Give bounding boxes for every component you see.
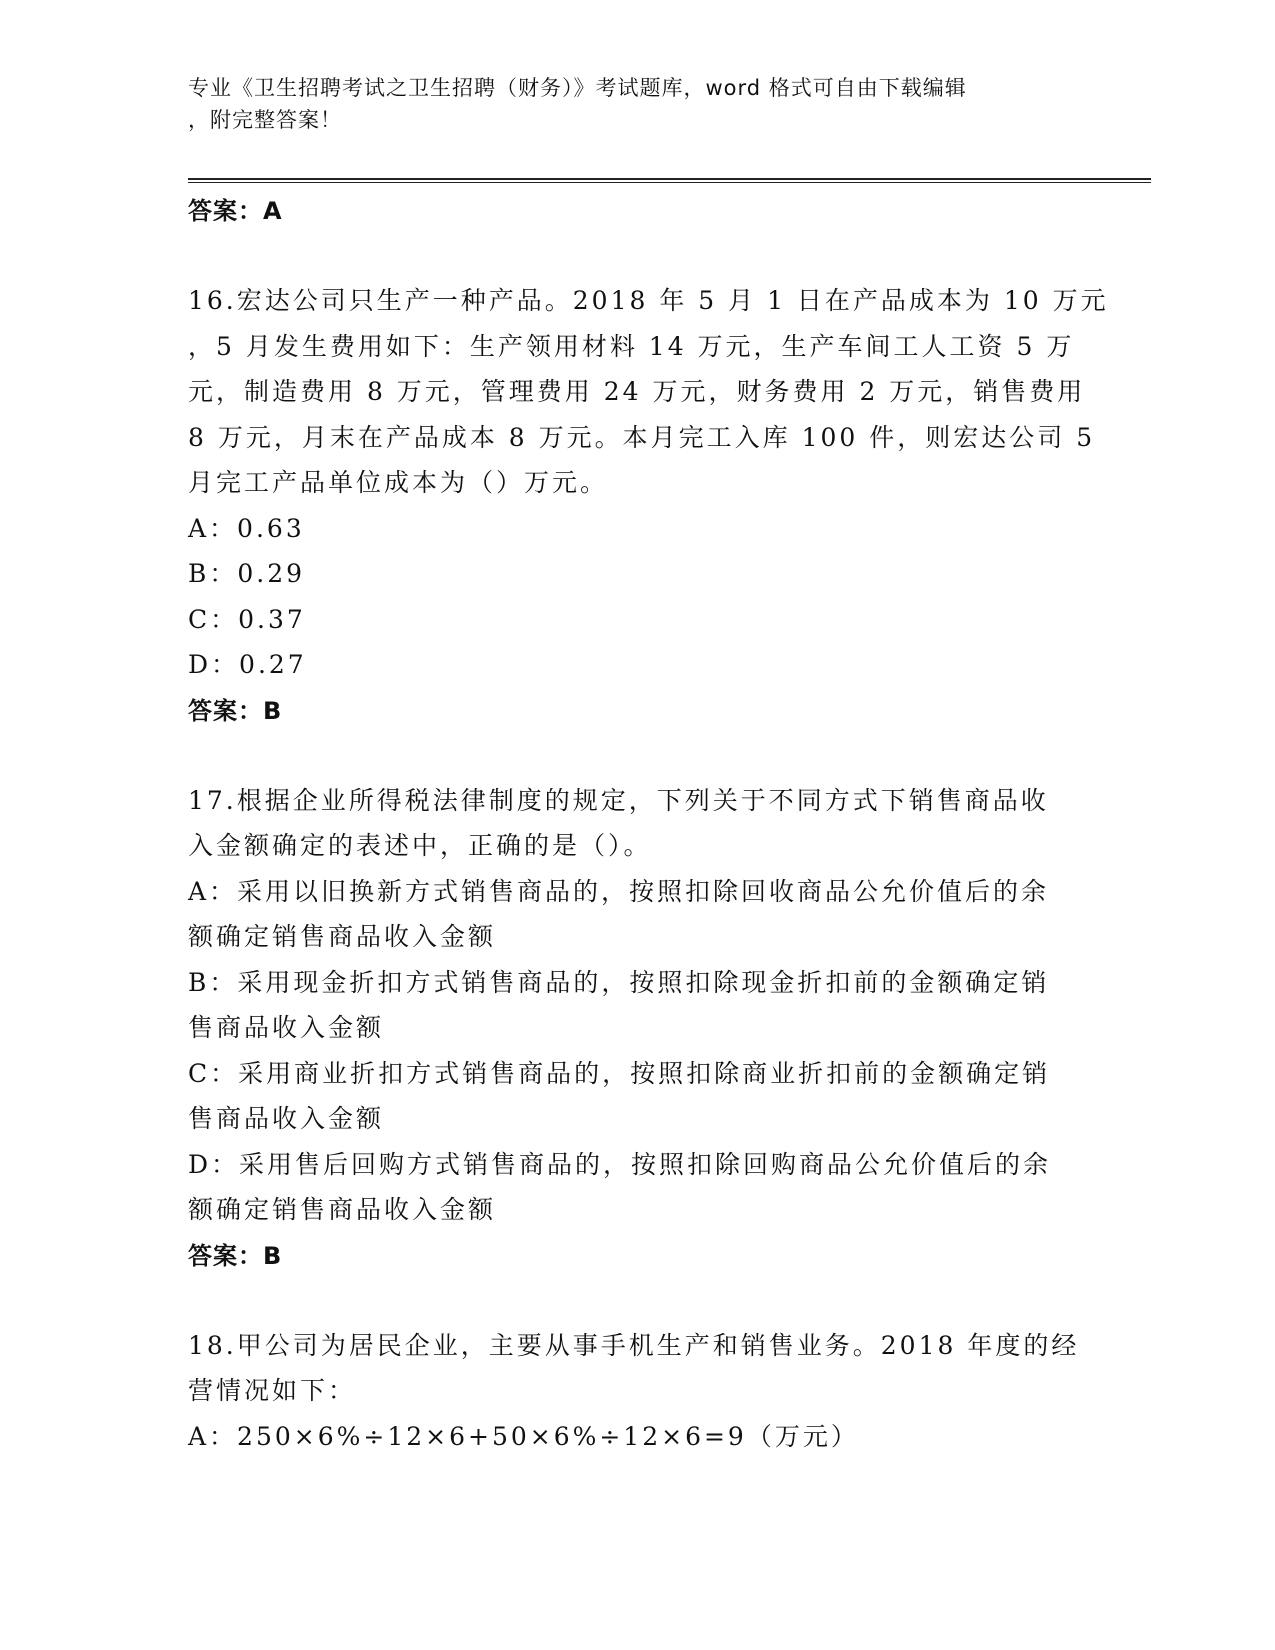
question-18: [188, 1323, 1088, 1460]
option-d: D：0.27: [188, 650, 307, 679]
stem-line: ，5 月发生费用如下：生产领用材料 14 万元，生产车间工人工资 5 万: [188, 331, 1075, 361]
question-16-stem: [188, 278, 1109, 506]
stem-line: 16.宏达公司只生产一种产品。2018 年 5 月 1 日在产品成本为 10 万元: [188, 286, 1109, 315]
question-17-answer: 答案：B: [188, 1241, 283, 1270]
question-18-stem: [188, 1323, 1088, 1414]
header-line-1: 专业《卫生招聘考试之卫生招聘（财务）》考试题库，word 格式可自由下载编辑: [188, 76, 967, 100]
option-a: A：250×6%÷12×6+50×6%÷12×6=9（万元）: [188, 1421, 859, 1451]
header-rule-thin: [188, 182, 1151, 183]
header-rule-thick: [188, 178, 1151, 180]
question-18-options: [188, 1414, 1088, 1460]
option-b: B：0.29: [188, 559, 306, 588]
stem-line: 营情况如下：: [188, 1376, 357, 1405]
option-c: C：采用商业折扣方式销售商品的，按照扣除商业折扣前的金额确定销: [188, 1058, 1051, 1088]
stem-line: 18.甲公司为居民企业，主要从事手机生产和销售业务。2018 年度的经: [188, 1330, 1080, 1360]
question-16-answer: 答案：B: [188, 696, 283, 725]
document-header: [188, 72, 1068, 136]
question-16-options: [188, 506, 1088, 688]
question-17-stem: [188, 778, 1088, 869]
question-16: [188, 278, 1109, 734]
stem-line: 月完工产品单位成本为（）万元。: [188, 468, 609, 497]
question-17: [188, 778, 1088, 1279]
option-d-cont: 额确定销售商品收入金额: [188, 1195, 497, 1224]
answer-previous: 答案：A: [188, 197, 283, 225]
option-a: A：0.63: [188, 513, 305, 543]
option-a-cont: 额确定销售商品收入金额: [188, 922, 497, 951]
stem-line: 8 万元，月末在产品成本 8 万元。本月完工入库 100 件，则宏达公司 5: [188, 422, 1096, 452]
option-b-cont: 售商品收入金额: [188, 1013, 385, 1042]
option-c-cont: 售商品收入金额: [188, 1104, 385, 1133]
question-17-options: [188, 869, 1088, 1233]
option-a: A：采用以旧换新方式销售商品的，按照扣除回收商品公允价值后的余: [188, 876, 1050, 906]
stem-line: 17.根据企业所得税法律制度的规定，下列关于不同方式下销售商品收: [188, 785, 1049, 815]
option-b: B：采用现金折扣方式销售商品的，按照扣除现金折扣前的金额确定销: [188, 967, 1050, 997]
stem-line: 元，制造费用 8 万元，管理费用 24 万元，财务费用 2 万元，销售费用: [188, 377, 1086, 406]
option-c: C：0.37: [188, 604, 306, 634]
stem-line: 入金额确定的表述中，正确的是（）。: [188, 831, 652, 860]
document-body: [188, 188, 1109, 1459]
header-line-2: ，附完整答案！: [188, 108, 342, 132]
option-d: D：采用售后回购方式销售商品的，按照扣除回购商品公允价值后的余: [188, 1149, 1052, 1179]
